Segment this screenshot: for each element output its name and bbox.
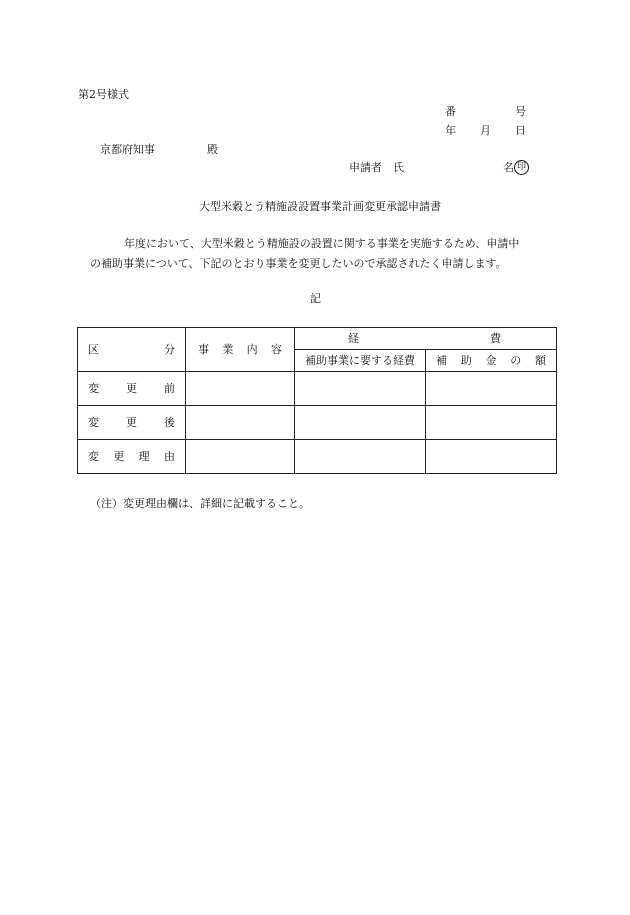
cell-cost-reason[interactable] bbox=[295, 440, 426, 474]
cell-subsidy-reason[interactable] bbox=[426, 440, 557, 474]
reference-number-suffix: 号 bbox=[515, 105, 526, 118]
cell-content-after[interactable] bbox=[186, 406, 295, 440]
note-text: 変更理由欄は、詳細に記載すること。 bbox=[123, 497, 310, 510]
cell-subsidy-before[interactable] bbox=[426, 372, 557, 406]
change-table bbox=[77, 327, 557, 474]
seal-mark: 印 bbox=[514, 160, 529, 175]
cell-subsidy-after[interactable] bbox=[426, 406, 557, 440]
row-label-change-reason: 変 更 理 由 bbox=[78, 440, 186, 474]
date-year-label: 年 bbox=[445, 124, 456, 137]
header-project-content: 事 業 内 容 bbox=[186, 328, 295, 372]
table-row bbox=[78, 406, 557, 440]
applicant-name-suffix: 名 bbox=[503, 161, 514, 174]
addressee: 京都府知事 bbox=[100, 143, 155, 156]
reference-number-label: 番 bbox=[445, 105, 456, 118]
cell-cost-after[interactable] bbox=[295, 406, 426, 440]
header-category: 区 分 bbox=[78, 328, 186, 372]
header-cost: 経 費 bbox=[295, 328, 557, 350]
table-row bbox=[78, 372, 557, 406]
cell-content-reason[interactable] bbox=[186, 440, 295, 474]
row-label-before-change: 変 更 前 bbox=[78, 372, 186, 406]
row-label-after-change: 変 更 後 bbox=[78, 406, 186, 440]
header-subsidized-project-cost: 補助事業に要する経費 bbox=[295, 350, 426, 372]
date-month-label: 月 bbox=[480, 124, 491, 137]
cell-content-before[interactable] bbox=[186, 372, 295, 406]
date-day-label: 日 bbox=[515, 124, 526, 137]
header-subsidy-amount: 補 助 金 の 額 bbox=[426, 350, 557, 372]
note-label: （注） bbox=[90, 497, 123, 510]
record-mark: 記 bbox=[310, 292, 321, 305]
cell-cost-before[interactable] bbox=[295, 372, 426, 406]
body-text-line-2: の補助事業について、下記のとおり事業を変更したいので承認されたく申請します。 bbox=[90, 257, 507, 270]
document-title: 大型米穀とう精施設設置事業計画変更承認申請書 bbox=[199, 200, 441, 213]
form-number: 第2号様式 bbox=[78, 88, 129, 101]
table-row bbox=[78, 440, 557, 474]
body-text-line-1: 年度において、大型米穀とう精施設の設置に関する事業を実施するため、申請中 bbox=[124, 237, 520, 250]
applicant-name-label: 申請者 氏 bbox=[349, 161, 404, 174]
honorific: 殿 bbox=[207, 143, 218, 156]
